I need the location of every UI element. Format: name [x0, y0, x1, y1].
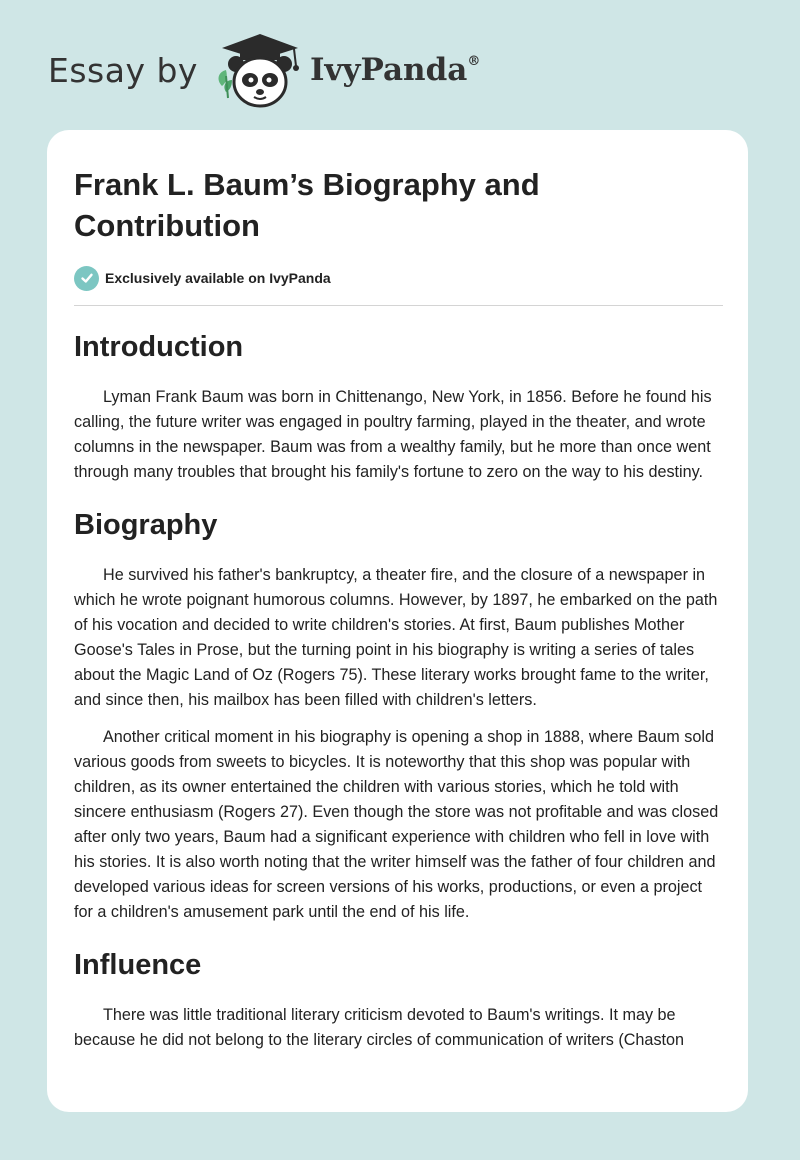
- essay-by-label: Essay by: [48, 50, 198, 90]
- title-divider: [74, 305, 723, 306]
- panda-graduate-logo-icon[interactable]: [214, 30, 306, 110]
- check-circle-icon: [74, 266, 99, 291]
- essay-title: Frank L. Baum’s Biography and Contribution: [74, 167, 540, 243]
- section-heading-introduction: Introduction: [74, 331, 244, 363]
- paragraph: He survived his father's bankruptcy, a theater fire, and the closure of a newspaper in which he wrote poignant humorous columns. However, by 1897, he embarked on the path of his vocation and decided to write children's stories. At first, Baum publishes Mother Goose's Tales in Prose, but the turning point in his biography is writing a series of tales about the Magic Land of Oz (Rogers 75). These literary works brought fame to the writer, and since then, his mailbox has been filled with children's letters.: [74, 566, 718, 709]
- paragraph: Another critical moment in his biography is opening a shop in 1888, where Baum sold various goods from sweets to bicycles. It is noteworthy that this shop was popular with children, as its owner entertained the children with various stories, which he told with sincere enthusiasm (Rogers 27). Even though the store was not profitable and was closed after only two years, Baum had a significant experience with children who fell in love with his stories. It is also worth noting that the writer himself was the father of four children and developed various ideas for screen versions of his works, productions, or even a project for a children's amusement park until the end of his life.: [74, 728, 719, 921]
- essay-card: [47, 130, 748, 1112]
- paragraph: There was little traditional literary criticism devoted to Baum's writings. It may be because he did not belong to the literary circles of communication of writers (Chaston: [74, 1006, 685, 1049]
- section-heading-biography: Biography: [74, 509, 218, 541]
- registered-mark: ®: [467, 54, 481, 69]
- site-header: [48, 30, 480, 110]
- essay-content: [74, 164, 724, 1053]
- section-heading-influence: Influence: [74, 949, 202, 981]
- exclusive-badge-text: Exclusively available on IvyPanda: [105, 270, 331, 286]
- exclusive-badge: [74, 264, 724, 292]
- paragraph: Lyman Frank Baum was born in Chittenango, New York, in 1856. Before he found his calling, the future writer was engaged in poultry farming, played in the theater, and wrote columns in the newspaper. Baum was from a wealthy family, but he more than once went through many troubles that brought his family's fortune to zero on the way to his destiny.: [74, 388, 712, 481]
- brand-name[interactable]: IvyPanda®: [309, 52, 481, 88]
